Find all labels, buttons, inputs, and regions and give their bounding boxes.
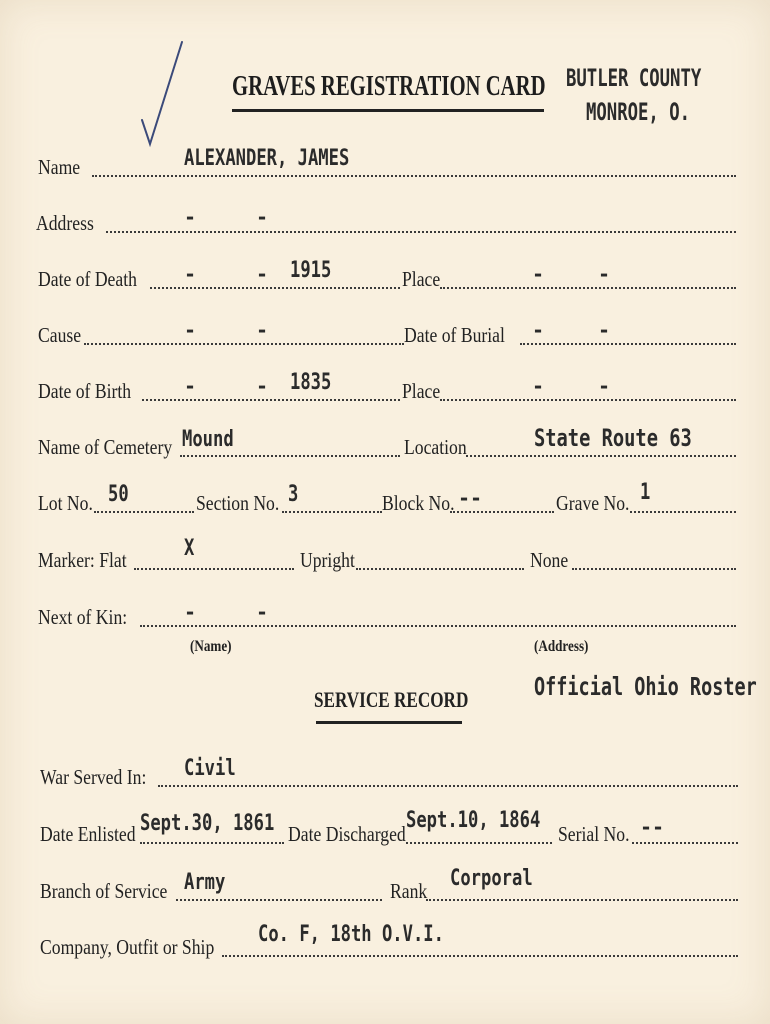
death-place-blank-2: - — [598, 262, 611, 286]
grave-no-label: Grave No. — [556, 491, 630, 515]
name-line — [92, 175, 736, 177]
date-enlisted-label: Date Enlisted — [40, 822, 136, 846]
block-no-label: Block No. — [382, 491, 455, 515]
marker-flat-label: Marker: Flat — [38, 548, 127, 572]
rank-value: Corporal — [450, 866, 533, 891]
date-discharged-line — [406, 842, 552, 844]
cause-blank-2: - — [256, 318, 269, 342]
serial-no-line — [632, 842, 738, 844]
address-blank-2: - — [256, 205, 269, 229]
marker-upright-line — [356, 568, 524, 570]
death-blank-2: - — [256, 262, 269, 286]
date-of-death-line — [150, 287, 400, 289]
rank-line — [426, 899, 738, 901]
war-served-label: War Served In: — [40, 765, 147, 789]
death-place-label: Place — [402, 267, 441, 291]
date-of-birth-label: Date of Birth — [38, 379, 132, 403]
section-no-value: 3 — [288, 482, 299, 507]
service-record-heading: SERVICE RECORD — [314, 687, 469, 712]
date-of-death-label: Date of Death — [38, 267, 137, 291]
kin-address-caption: (Address) — [534, 638, 589, 655]
check-mark-icon — [136, 38, 188, 150]
cause-label: Cause — [38, 323, 82, 347]
date-enlisted-line — [140, 842, 284, 844]
cemetery-line — [180, 455, 400, 457]
company-line — [222, 955, 738, 957]
cemetery-label: Name of Cemetery — [38, 435, 173, 459]
birth-place-label: Place — [402, 379, 441, 403]
cemetery-value: Mound — [182, 427, 234, 452]
next-of-kin-line — [140, 625, 736, 627]
date-of-birth-line — [142, 399, 400, 401]
next-of-kin-label: Next of Kin: — [38, 605, 128, 629]
grave-no-line — [630, 511, 736, 513]
death-blank-1: - — [184, 262, 197, 286]
branch-line — [176, 899, 382, 901]
birth-place-blank-2: - — [598, 374, 611, 398]
company-label: Company, Outfit or Ship — [40, 935, 215, 959]
date-of-burial-label: Date of Burial — [404, 323, 505, 347]
name-label: Name — [38, 155, 81, 179]
title-underline — [232, 109, 544, 112]
lot-no-value: 50 — [108, 482, 129, 507]
date-enlisted-value: Sept.30, 1861 — [140, 811, 275, 836]
date-of-burial-line — [520, 343, 736, 345]
company-value: Co. F, 18th O.V.I. — [258, 922, 444, 947]
burial-blank-1: - — [532, 318, 545, 342]
lot-no-line — [94, 511, 194, 513]
address-label: Address — [36, 211, 94, 235]
date-discharged-label: Date Discharged — [288, 822, 406, 846]
address-blank-1: - — [184, 205, 197, 229]
birth-blank-2: - — [256, 374, 269, 398]
kin-name-caption: (Name) — [190, 638, 232, 655]
location-value: State Route 63 — [534, 424, 692, 452]
county-stamp-line2: MONROE, O. — [586, 98, 691, 126]
section-no-line — [282, 511, 382, 513]
marker-flat-line — [134, 568, 294, 570]
block-no-line — [450, 511, 554, 513]
grave-no-value: 1 — [640, 480, 651, 505]
death-year-value: 1915 — [290, 258, 332, 283]
location-line — [466, 455, 736, 457]
serial-no-label: Serial No. — [558, 822, 630, 846]
date-discharged-value: Sept.10, 1864 — [406, 808, 541, 833]
burial-blank-2: - — [598, 318, 611, 342]
birth-blank-1: - — [184, 374, 197, 398]
death-place-blank-1: - — [532, 262, 545, 286]
serial-no-value: -- — [640, 815, 665, 839]
service-record-underline — [316, 721, 462, 724]
block-no-value: -- — [458, 486, 483, 510]
marker-flat-value: X — [184, 536, 195, 561]
branch-label: Branch of Service — [40, 879, 168, 903]
county-stamp-line1: BUTLER COUNTY — [566, 64, 702, 92]
card-title: GRAVES REGISTRATION CARD — [232, 71, 546, 102]
branch-value: Army — [184, 870, 226, 895]
birth-place-blank-1: - — [532, 374, 545, 398]
death-place-line — [440, 287, 736, 289]
location-label: Location — [404, 435, 467, 459]
cause-line — [84, 343, 404, 345]
section-no-label: Section No. — [196, 491, 280, 515]
war-served-value: Civil — [184, 756, 236, 781]
lot-no-label: Lot No. — [38, 491, 93, 515]
address-line — [106, 231, 736, 233]
kin-blank-1: - — [184, 600, 197, 624]
cause-blank-1: - — [184, 318, 197, 342]
roster-note: Official Ohio Roster — [534, 672, 757, 701]
birth-place-line — [440, 399, 736, 401]
marker-none-label: None — [530, 548, 569, 572]
kin-blank-2: - — [256, 600, 269, 624]
name-value: ALEXANDER, JAMES — [184, 146, 350, 171]
rank-label: Rank — [390, 879, 428, 903]
marker-upright-label: Upright — [300, 548, 355, 572]
war-served-line — [158, 785, 738, 787]
marker-none-line — [572, 568, 736, 570]
birth-year-value: 1835 — [290, 370, 332, 395]
